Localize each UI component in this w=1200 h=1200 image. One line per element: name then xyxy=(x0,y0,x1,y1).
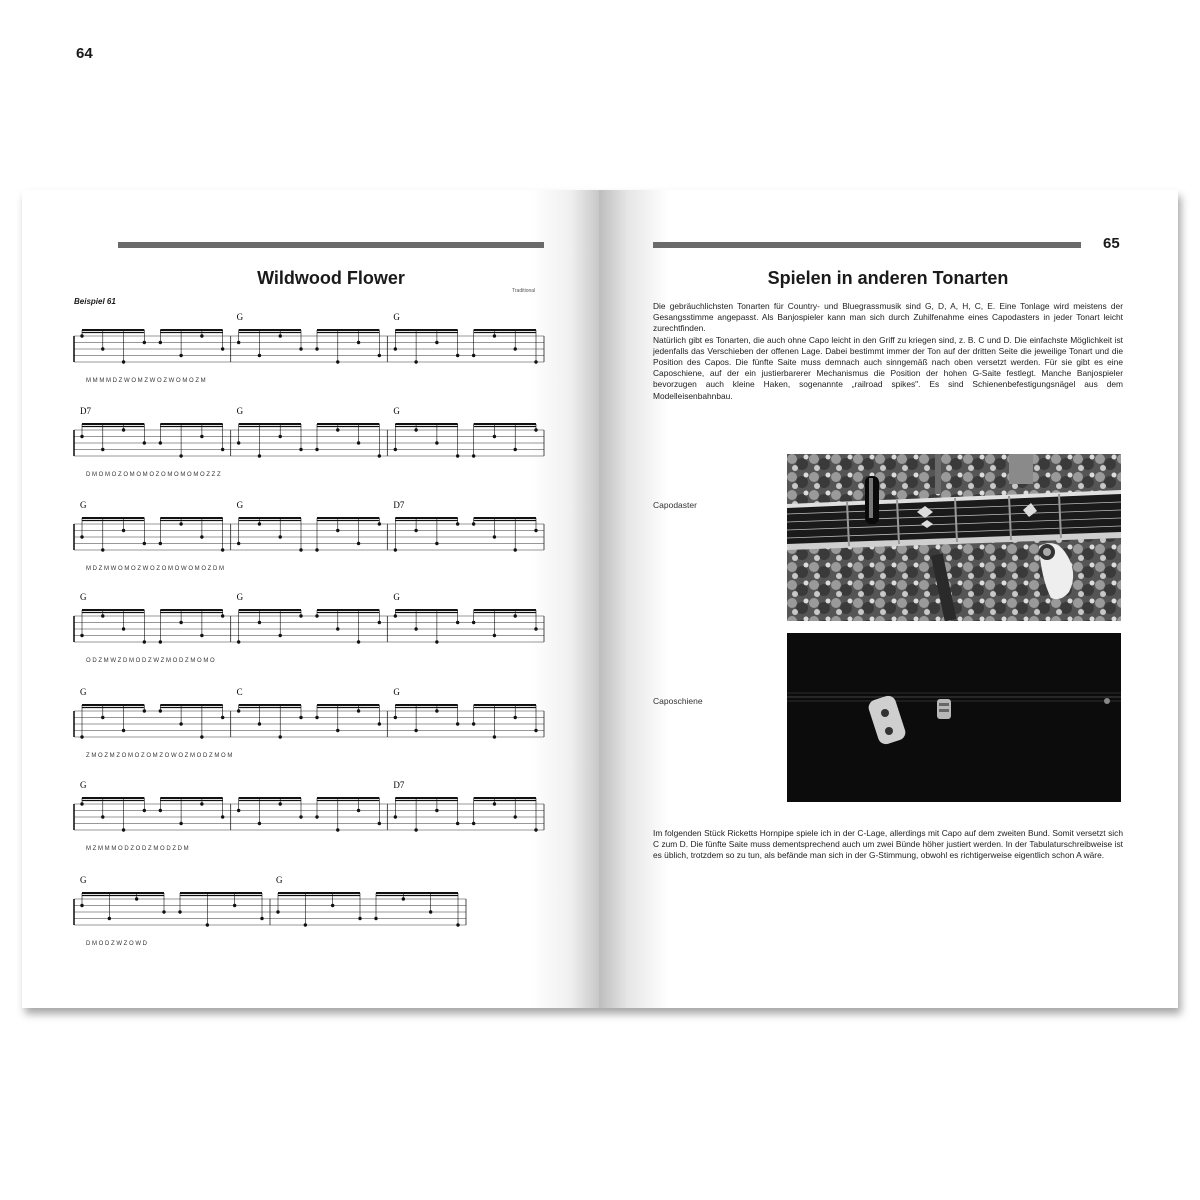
tab-system xyxy=(74,406,544,478)
tab-system xyxy=(74,687,544,759)
chord-symbol: G xyxy=(393,687,400,697)
right-page-title: Spielen in anderen Tonarten xyxy=(767,268,1009,288)
stroke-letters: M D Z M W O M O Z W O Z O M O W O M O Z D M xyxy=(86,566,224,572)
intro-text xyxy=(653,301,1123,402)
chord-symbol: G xyxy=(236,406,244,416)
closing-text xyxy=(653,828,1123,862)
chord-symbol: G xyxy=(80,500,87,510)
tab-system xyxy=(74,312,544,384)
stroke-letters: D M O D Z W Z O W D xyxy=(86,941,147,947)
paragraph-1: Die gebräuchlichsten Tonarten für Country- und Bluegrassmusik sind G, D, A, H, C, E. Eine Tonlage wird meistens der Gesangsstimme angepasst. Als Banjospieler kann man sich durch Zuhilfenahme eines Capodasters in jeder Tonart leicht zurechtfinden. xyxy=(653,301,1123,334)
chord-symbol: G xyxy=(236,592,244,602)
tab-system xyxy=(74,500,544,572)
right-page-number: 65 xyxy=(1103,235,1120,252)
right-header-bar xyxy=(653,242,1081,248)
chord-symbol: G xyxy=(236,500,244,510)
stroke-letters: D M O M O Z O M O M O Z O M O M O M O Z Z Z xyxy=(86,472,221,478)
chord-symbol: C xyxy=(236,687,243,697)
chord-symbol: G xyxy=(80,875,87,885)
stroke-letters: M Z M M M O D Z O D Z M O D Z D M xyxy=(86,846,189,852)
chord-symbol: D7 xyxy=(80,406,91,416)
chord-symbol: G xyxy=(80,592,87,602)
capodaster-photo xyxy=(787,454,1121,621)
left-page-title: Wildwood Flower xyxy=(257,268,405,288)
chord-symbol: G xyxy=(236,312,244,322)
caption-caposchiene: Caposchiene xyxy=(653,696,703,706)
caposchiene-photo xyxy=(787,633,1121,802)
tablature-systems xyxy=(74,312,544,947)
chord-symbol: G xyxy=(80,780,87,790)
credit-label: Traditional xyxy=(512,288,536,294)
chord-symbol: G xyxy=(393,592,400,602)
stroke-letters: M M M M D Z W O M Z W O Z W O M O Z M xyxy=(86,378,206,384)
stroke-letters: O D Z M W Z D M O D Z W Z M O D Z M O M O xyxy=(86,658,215,664)
tab-system xyxy=(74,780,544,852)
tab-system xyxy=(74,592,544,664)
chord-symbol: D7 xyxy=(393,780,405,790)
chord-symbol: D7 xyxy=(393,500,405,510)
chord-symbol: G xyxy=(80,687,87,697)
paragraph-3: Im folgenden Stück Ricketts Hornpipe spiele ich in der C-Lage, allerdings mit Capo auf dem zweiten Bund. Somit versetzt sich C zum D. Die fünfte Saite muss dementsprechend auch um zwei Bünde höher justiert werden. In der Tabulaturschreibweise ist es üblich, trotzdem so zu tun, als befände man sich in der G-Stimmung, obwohl es richtigerweise eigentlich schon A wäre. xyxy=(653,828,1123,861)
chord-symbol: G xyxy=(393,406,400,416)
left-page-number: 64 xyxy=(76,45,93,62)
tab-system xyxy=(74,875,466,947)
paragraph-2: Natürlich gibt es Tonarten, die auch ohne Capo leicht in den Griff zu kriegen sind, z. B. C und D. Die einfachste Möglichkeit ist jedenfalls das Verschieben der offenen Lage. Dabei bestimmt immer der Ton auf der dritten Seite die jeweilige Tonart und die Position des Capos. Die fünfte Saite muss demnach auch sinngemäß nach oben versetzt werden. Für sie gibt es eine Caposchiene, auf der ein justierbarerer Mechanismus die Position der hohen G-Saite festlegt. Manche Banjospieler bevorzugen auch kleine Haken, sogenannte „railroad spikes". Es sind Schienenbefestigungsnägel aus dem Modelleisenbahnbau. xyxy=(653,334,1123,401)
chord-symbol: G xyxy=(393,312,400,322)
example-label: Beispiel 61 xyxy=(74,297,116,306)
chord-symbol: G xyxy=(276,875,283,885)
stroke-letters: Z M O Z M Z O M O Z O M Z O W O Z M O D Z M O M xyxy=(86,753,233,759)
caption-capodaster: Capodaster xyxy=(653,500,697,510)
